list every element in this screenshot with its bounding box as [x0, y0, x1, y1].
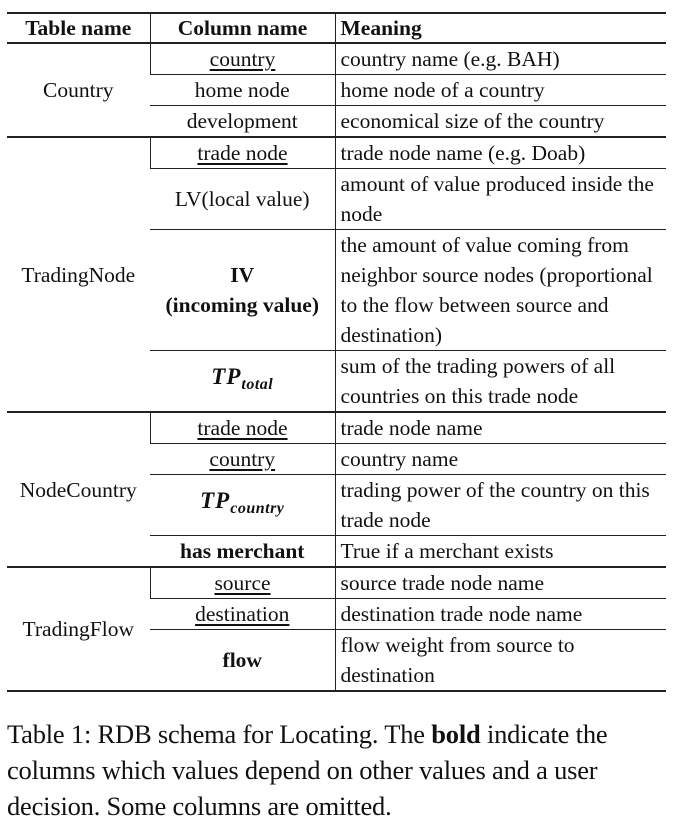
schema-table [7, 12, 666, 692]
table-group-tradingflow [7, 567, 666, 691]
meaning-cell: home node of a country [335, 75, 666, 106]
table-group-nodecountry [7, 412, 666, 567]
meaning-cell: flow weight from source to destination [335, 630, 666, 692]
meaning-cell: destination trade node name [335, 599, 666, 630]
column-name-line: (incoming value) [165, 293, 319, 317]
column-name-cell: trade node [150, 137, 335, 169]
header-table-name: Table name [7, 13, 150, 43]
caption-prefix: Table 1: RDB schema for Locating. The [7, 719, 432, 749]
meaning-cell: economical size of the country [335, 106, 666, 138]
math-subscript: country [230, 500, 285, 517]
column-name-cell: LV(local value) [174, 187, 310, 211]
table-caption [7, 716, 679, 824]
table-row [7, 43, 666, 75]
header-meaning: Meaning [335, 13, 666, 43]
table-row [7, 412, 666, 444]
caption-suffix: indicate the columns which values depend on other values and a user decision. Some columns are omitted. [7, 719, 608, 821]
math-symbol [200, 488, 285, 517]
meaning-cell: the amount of value coming from neighbor source nodes (proportional to the flow between source and destination) [335, 230, 666, 351]
math-symbol [211, 364, 274, 393]
column-name-cell: home node [194, 78, 290, 102]
meaning-cell: sum of the trading powers of all countries on this trade node [335, 351, 666, 413]
table-group-country [7, 43, 666, 137]
table-name-cell: TradingFlow [22, 617, 134, 641]
table-name-cell: NodeCountry [19, 477, 137, 502]
math-subscript: total [241, 376, 274, 393]
header-column-name: Column name [150, 13, 335, 43]
column-name-cell: source [150, 567, 335, 599]
meaning-cell: trade node name [335, 412, 666, 444]
meaning-cell: trade node name (e.g. Doab) [335, 137, 666, 169]
column-name-cell: flow [222, 648, 262, 672]
meaning-cell: country name [335, 444, 666, 475]
column-name-line: IV [230, 263, 255, 287]
table-group-tradingnode [7, 137, 666, 412]
meaning-cell: amount of value produced inside the node [335, 169, 666, 230]
table-name-cell: Country [43, 78, 114, 102]
table-row [7, 137, 666, 169]
math-base: TP [200, 488, 231, 513]
column-name-cell [150, 230, 335, 351]
meaning-cell: True if a merchant exists [335, 536, 666, 568]
math-base: TP [211, 364, 242, 389]
meaning-cell: source trade node name [335, 567, 666, 599]
meaning-cell: country name (e.g. BAH) [335, 43, 666, 75]
meaning-cell: trading power of the country on this trade node [335, 475, 666, 536]
column-name-cell: destination [195, 602, 290, 626]
table-name-cell: TradingNode [21, 262, 136, 287]
column-name-cell: country [209, 447, 276, 471]
table-header [7, 13, 666, 43]
column-name-cell: trade node [150, 412, 335, 444]
column-name-cell [150, 351, 335, 413]
caption-bold-word: bold [431, 719, 481, 749]
column-name-cell [150, 475, 335, 536]
column-name-cell: development [186, 109, 298, 133]
column-name-cell: country [150, 43, 335, 75]
table-row [7, 567, 666, 599]
column-name-cell: has merchant [180, 539, 305, 563]
